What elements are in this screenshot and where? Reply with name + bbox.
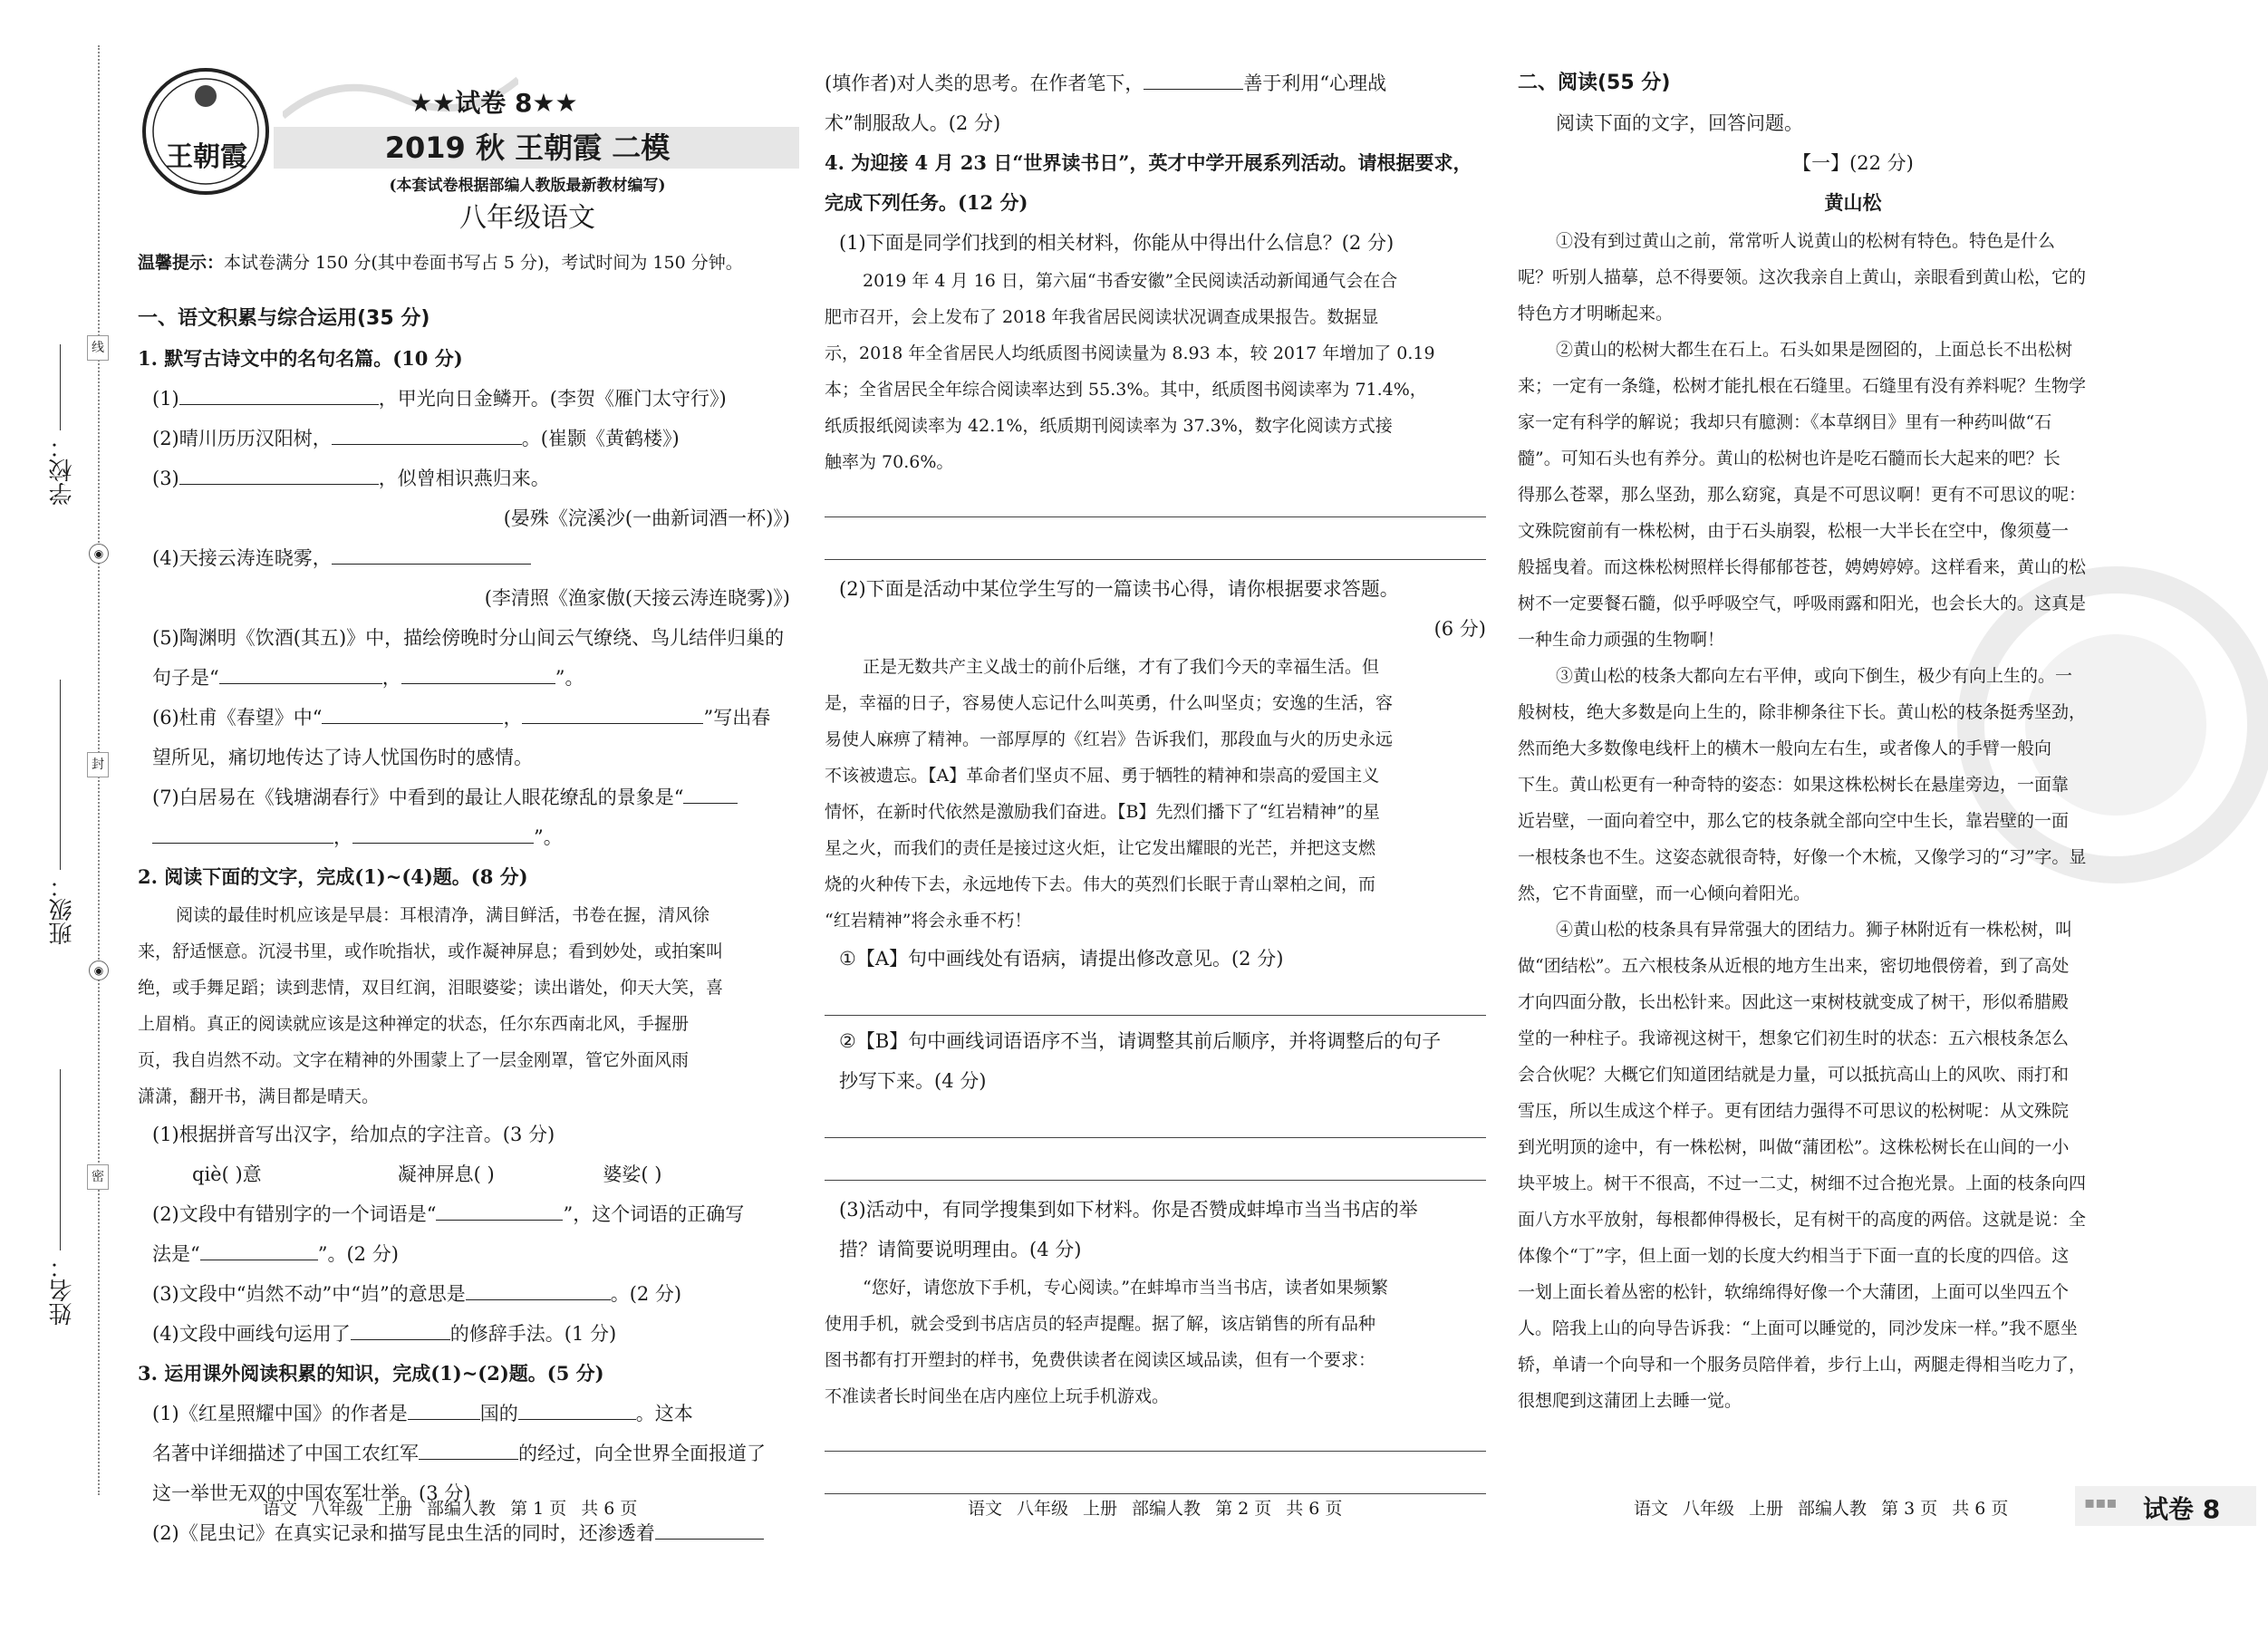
answer-blank[interactable]: [219, 660, 382, 684]
question-4-2-2: ②【B】句中画线词语语序不当，请调整其前后顺序，并将调整后的句子 抄写下来。(4 分): [839, 1030, 1442, 1092]
question-4-2-1: ①【A】句中画线处有语病，请提出修改意见。(2 分): [839, 948, 1284, 970]
article-body: ①没有到过黄山之前，常常听人说黄山的松树有特色。特色是什么 呢？听别人描摹，总不得要领。这次我亲自上黄山，亲眼看到黄山松，它的 特色方才明晰起来。 ②黄山的松树大都生在石上。石头如果是囫囵的，上面总长不出松树 来；一定有一条缝，松树才能扎根在石缝里。石缝里有没有养料呢？生物学 家一定有科学的解说；我却只有臆测：《本草纲目》里有一种药叫做“石 髓”。可知石头也有养分。黄山的松树也许是吃石髓而长大起来的吧？长 得那么苍翠，那么坚劲，那么窈窕，真是不可思议啊！更有不可思议的呢： 文殊院窗前有一株松树，由于石头崩裂，松根一大半长在空中，像须蔓一 般摇曳着。而这株松树照样长得郁郁苍苍，娉娉婷婷。这样看来，黄山的松 树不一定要餐石髓，似乎呼吸空气，呼吸雨露和阳光，也会长大的。这真是 一种生命力顽强的生物啊！ ③黄山松的枝条大都向左右平伸，或向下倒生，极少有向上生的。一 般树枝，绝大多数是向上生的，除非柳条往下长。黄山松的枝条挺秀坚劲， 然而绝大多数像电线杆上的横木一般向左右生，或者像人的手臂一般向 下生。黄山松更有一种奇特的姿态：如果这株松树长在悬崖旁边，一面靠 近岩壁，一面向着空中，那么它的枝条就全部向空中生长，靠岩壁的一面 一根枝条也不生。这姿态就很奇特，好像一个木梳，又像学习的“习”字。显 然，它不肯面壁，而一心倾向着阳光。 ④黄山松的枝条具有异常强大的团结力。狮子林附近有一株松树，叫 做“团结松”。五六根枝条从近根的地方生出来，密切地偎傍着，到了高处 才向四面分散，长出松针来。因此这一束树枝就变成了树干，形似希腊殿 堂的一种柱子。我谛视这树干，想象它们初生时的状态：五六根枝条怎么 会合伙呢？大概它们知道团结就是力量，可以抵抗高山上的风吹、雨打和 雪压，所以生成这个样子。更有团结力强得不可思议的松树呢：从文殊院 到光明顶的途中，有一株松树，叫做“蒲团松”。这株松树长在山间的一小 块平坡上。树干不很高，不过一二丈，树细不过合抱光景。上面的枝条向四 面八方水平放射，每根都伸得极长，足有树干的高度的两倍。这就是说：全 体像个“丁”字，但上面一划的长度大约相当于下面一直的长度的四倍。这 一划上面长着丛密的松针，软绵绵得好像一个大蒲团，上面可以坐四五个 人。陪我上山的向导告诉我：“上面可以睡觉的，同沙发床一样。”我不愿坐 轿，单请一个向导和一个服务员陪伴着，步行上山，两腿走得相当吃力了， 很想爬到这蒲团上去睡一觉。: [1518, 231, 2087, 1411]
page-3: [1518, 63, 2188, 1641]
seal-tag-seal: 封: [87, 752, 109, 777]
answer-blank[interactable]: [522, 700, 703, 724]
answer-blank[interactable]: [352, 819, 534, 844]
question-1-7: (7)白居易在《钱塘湖春行》中看到的最让人眼花缭乱的景象是“ ， ”。: [138, 777, 790, 857]
name-field-line[interactable]: [60, 1069, 61, 1250]
question-4-2-score: (6 分): [1433, 618, 1486, 640]
edition-note: (本套试卷根据部编人教版最新教材编写): [389, 177, 666, 195]
class-field-line[interactable]: [60, 680, 61, 870]
answer-blank[interactable]: [436, 1196, 563, 1221]
exam-header: [138, 0, 790, 245]
name-label: 姓名：: [49, 1255, 76, 1326]
answer-blank[interactable]: [655, 1515, 764, 1540]
answer-blank[interactable]: [401, 660, 555, 684]
page-2: [825, 63, 1486, 1641]
question-1-4-source: (李清照《渔家傲(天接云涛连晓雾)》): [484, 587, 790, 609]
page-2-footer: 语文 八年级 上册 部编人教 第 2 页 共 6 页: [968, 1499, 1343, 1519]
question-1-2: (2)晴川历历汉阳树， 。(崔颢《黄鹤楼》): [138, 419, 790, 459]
question-1-4: (4)天接云涛连晓雾，: [138, 538, 790, 578]
reading-part-1: 【一】(22 分): [1792, 152, 1914, 174]
question-1: 1. 默写古诗文中的名句名篇。(10 分): [138, 347, 463, 370]
question-3-2: (2)《昆虫记》在真实记录和描写昆虫生活的同时，还渗透着: [138, 1513, 790, 1553]
question-4-2-essay: 正是无数共产主义战士的前仆后继，才有了我们今天的幸福生活。但 是，幸福的日子，容易使人忘记什么叫英勇，什么叫坚贞；安逸的生活，容 易使人麻痹了精神。一部厚厚的《红岩》告诉我们，那段血与火的历史永远 不该被遗忘。【A】革命者们坚贞不屈、勇于牺牲的精神和崇高的爱国主义 情怀，在新时代依然是激励我们奋进。【B】先烈们播下了“红岩精神”的星 星之火，而我们的责任是接过这火炬，让它发出耀眼的光芒，并把这支燃 烧的火种传下去，永远地传下去。伟大的英烈们长眠于青山翠柏之间，而 “红岩精神”将会永垂不朽！: [825, 657, 1394, 931]
question-1-1: (1) ，甲光向日金鳞开。(李贺《雁门太守行》): [138, 379, 790, 419]
question-3-2-cont: (填作者)对人类的思考。在作者笔下， 善于利用“心理战: [825, 63, 1486, 103]
answer-blank[interactable]: [351, 1316, 450, 1340]
answer-line[interactable]: [825, 523, 1486, 560]
question-2-1-items: qiè( )意 凝神屏息( ) 婆娑( ): [192, 1163, 662, 1185]
question-2-3: (3)文段中“岿然不动”中“岿”的意思是 。(2 分): [138, 1274, 790, 1314]
reading-intro: 阅读下面的文字，回答问题。: [1556, 112, 1803, 134]
exam-number-title: ★★试卷 8★★: [410, 88, 578, 118]
question-2-4: (4)文段中画线句运用了 的修辞手法。(1 分): [138, 1314, 790, 1354]
answer-blank[interactable]: [419, 1435, 518, 1460]
answer-blank[interactable]: [466, 1276, 611, 1300]
question-2: 2. 阅读下面的文字，完成(1)~(4)题。(8 分): [138, 865, 528, 888]
answer-blank[interactable]: [1144, 65, 1243, 90]
answer-blank[interactable]: [332, 420, 522, 445]
question-4-3-material: “您好，请您放下手机，专心阅读。”在蚌埠市当当书店，读者如果频繁 使用手机，就会受到书店店员的轻声提醒。据了解，该店销售的所有品种 图书都有打开塑封的样书，免费供读者在阅读区域品读，但有一个要求： 不准读者长时间坐在店内座位上玩手机游戏。: [825, 1278, 1388, 1406]
school-label: 学校：: [49, 435, 76, 506]
exam-title: 八年级语文: [459, 202, 595, 234]
answer-line[interactable]: [825, 979, 1486, 1016]
section-1-title: 一、语文积累与综合运用(35 分): [138, 307, 430, 330]
answer-line[interactable]: [825, 480, 1486, 517]
question-1-3-source: (晏殊《浣溪沙(一曲新词酒一杯)》): [503, 507, 790, 529]
seal-tag-line: 线: [87, 335, 109, 361]
brand-seal-icon: [138, 63, 274, 199]
answer-blank[interactable]: [200, 1236, 318, 1260]
question-3-2-end: 术”制服敌人。(2 分): [825, 112, 1001, 134]
question-4: 4. 为迎接 4 月 23 日“世界读书日”，英才中学开展系列活动。请根据要求， 完成下列任务。(12 分): [825, 151, 1472, 214]
question-1-6: (6)杜甫《春望》中“ ， ”写出春 望所见，痛切地传达了诗人忧国伤时的感情。: [138, 698, 790, 777]
school-field-line[interactable]: [60, 344, 61, 430]
answer-blank[interactable]: [322, 700, 503, 724]
answer-blank[interactable]: [518, 1395, 636, 1420]
page-1-footer: 语文 八年级 上册 部编人教 第 1 页 共 6 页: [263, 1499, 638, 1519]
corner-dots-icon: ▪▪▪: [2084, 1493, 2118, 1512]
answer-blank[interactable]: [332, 540, 531, 565]
binding-margin: [0, 0, 136, 1578]
question-1-5: (5)陶渊明《饮酒(其五)》中，描绘傍晚时分山间云气缭绕、鸟儿结伴归巢的 句子是“ ， ”。: [152, 627, 785, 689]
warm-tip: 温馨提示：本试卷满分 150 分(其中卷面书写占 5 分)，考试时间为 150 分钟。: [138, 253, 743, 273]
binding-knot-icon: ◉: [89, 544, 109, 564]
answer-line[interactable]: [825, 1414, 1486, 1452]
main-title: 2019 秋 王朝霞 二模: [384, 130, 671, 165]
article-title: 黄山松: [1824, 192, 1882, 214]
answer-line[interactable]: [825, 1144, 1486, 1181]
answer-blank[interactable]: [179, 381, 379, 405]
question-3: 3. 运用课外阅读积累的知识，完成(1)~(2)题。(5 分): [138, 1362, 604, 1385]
page-3-footer: 语文 八年级 上册 部编人教 第 3 页 共 6 页: [1634, 1499, 2009, 1519]
brand-logo-text: 王朝霞: [166, 141, 247, 173]
question-2-passage: 阅读的最佳时机应该是早晨：耳根清净，满目鲜活，书卷在握，清风徐 来，舒适惬意。沉浸书里，或作吮指状，或作凝神屏息；看到妙处，或拍案叫 绝，或手舞足蹈；读到悲情，双目红润，泪眼婆娑；读出谐处，仰天大笑，喜 上眉梢。真正的阅读就应该是这种禅定的状态，任尔东西南北风，手握册 页，我自岿然不动。文字在精神的外围蒙上了一层金刚罩，管它外面风雨 潇潇，翻开书，满目都是晴天。: [138, 905, 724, 1106]
question-3-1: (1)《红星照耀中国》的作者是 国的 。这本 名著中详细描述了中国工农红军 的经过，向全世界全面报道了 这一举世无双的中国农军壮举。(3 分): [138, 1394, 790, 1513]
answer-line[interactable]: [825, 1457, 1486, 1494]
corner-label-box: [2075, 1486, 2256, 1526]
question-4-3: (3)活动中，有同学搜集到如下材料。你是否赞成蚌埠市当当书店的举 措？请简要说明理由。(4 分): [839, 1199, 1418, 1260]
section-2-title: 二、阅读(55 分): [1518, 72, 1671, 94]
answer-blank[interactable]: [179, 460, 379, 485]
question-4-1: (1)下面是同学们找到的相关材料，你能从中得出什么信息？(2 分): [839, 232, 1395, 254]
question-1-3: (3) ，似曾相识燕归来。: [138, 459, 790, 498]
corner-exam-label: 试卷 8: [2143, 1494, 2221, 1524]
question-4-1-material: 2019 年 4 月 16 日，第六届“书香安徽”全民阅读活动新闻通气会在合 肥市召开，会上发布了 2018 年我省居民阅读状况调查成果报告。数据显 示，2018 年全省居民人均纸质图书阅读量为 8.93 本，较 2017 年增加了 0.19 本；全省居民全年综合阅读率达到 55.3%。其中，纸质图书阅读率为 71.4%， 纸质报纸阅读率为 42.1%，纸质期刊阅读率为 37.3%，数字化阅读方式接 触率为 70.6%。: [825, 271, 1435, 472]
seal-tag-secret: 密: [87, 1164, 109, 1190]
question-2-2: (2)文段中有错别字的一个词语是“ ”，这个词语的正确写 法是“ ”。(2 分): [138, 1194, 790, 1274]
answer-blank[interactable]: [408, 1395, 480, 1420]
question-2-1: (1)根据拼音写出汉字，给加点的字注音。(3 分): [152, 1124, 555, 1145]
page-1: [138, 0, 790, 1578]
class-label: 班级：: [49, 874, 76, 945]
binding-knot-icon: ◉: [89, 960, 109, 980]
answer-line[interactable]: [825, 1101, 1486, 1138]
answer-blank[interactable]: [152, 819, 333, 844]
answer-blank[interactable]: [683, 779, 738, 804]
question-4-2: (2)下面是活动中某位学生写的一篇读书心得，请你根据要求答题。: [839, 578, 1399, 600]
